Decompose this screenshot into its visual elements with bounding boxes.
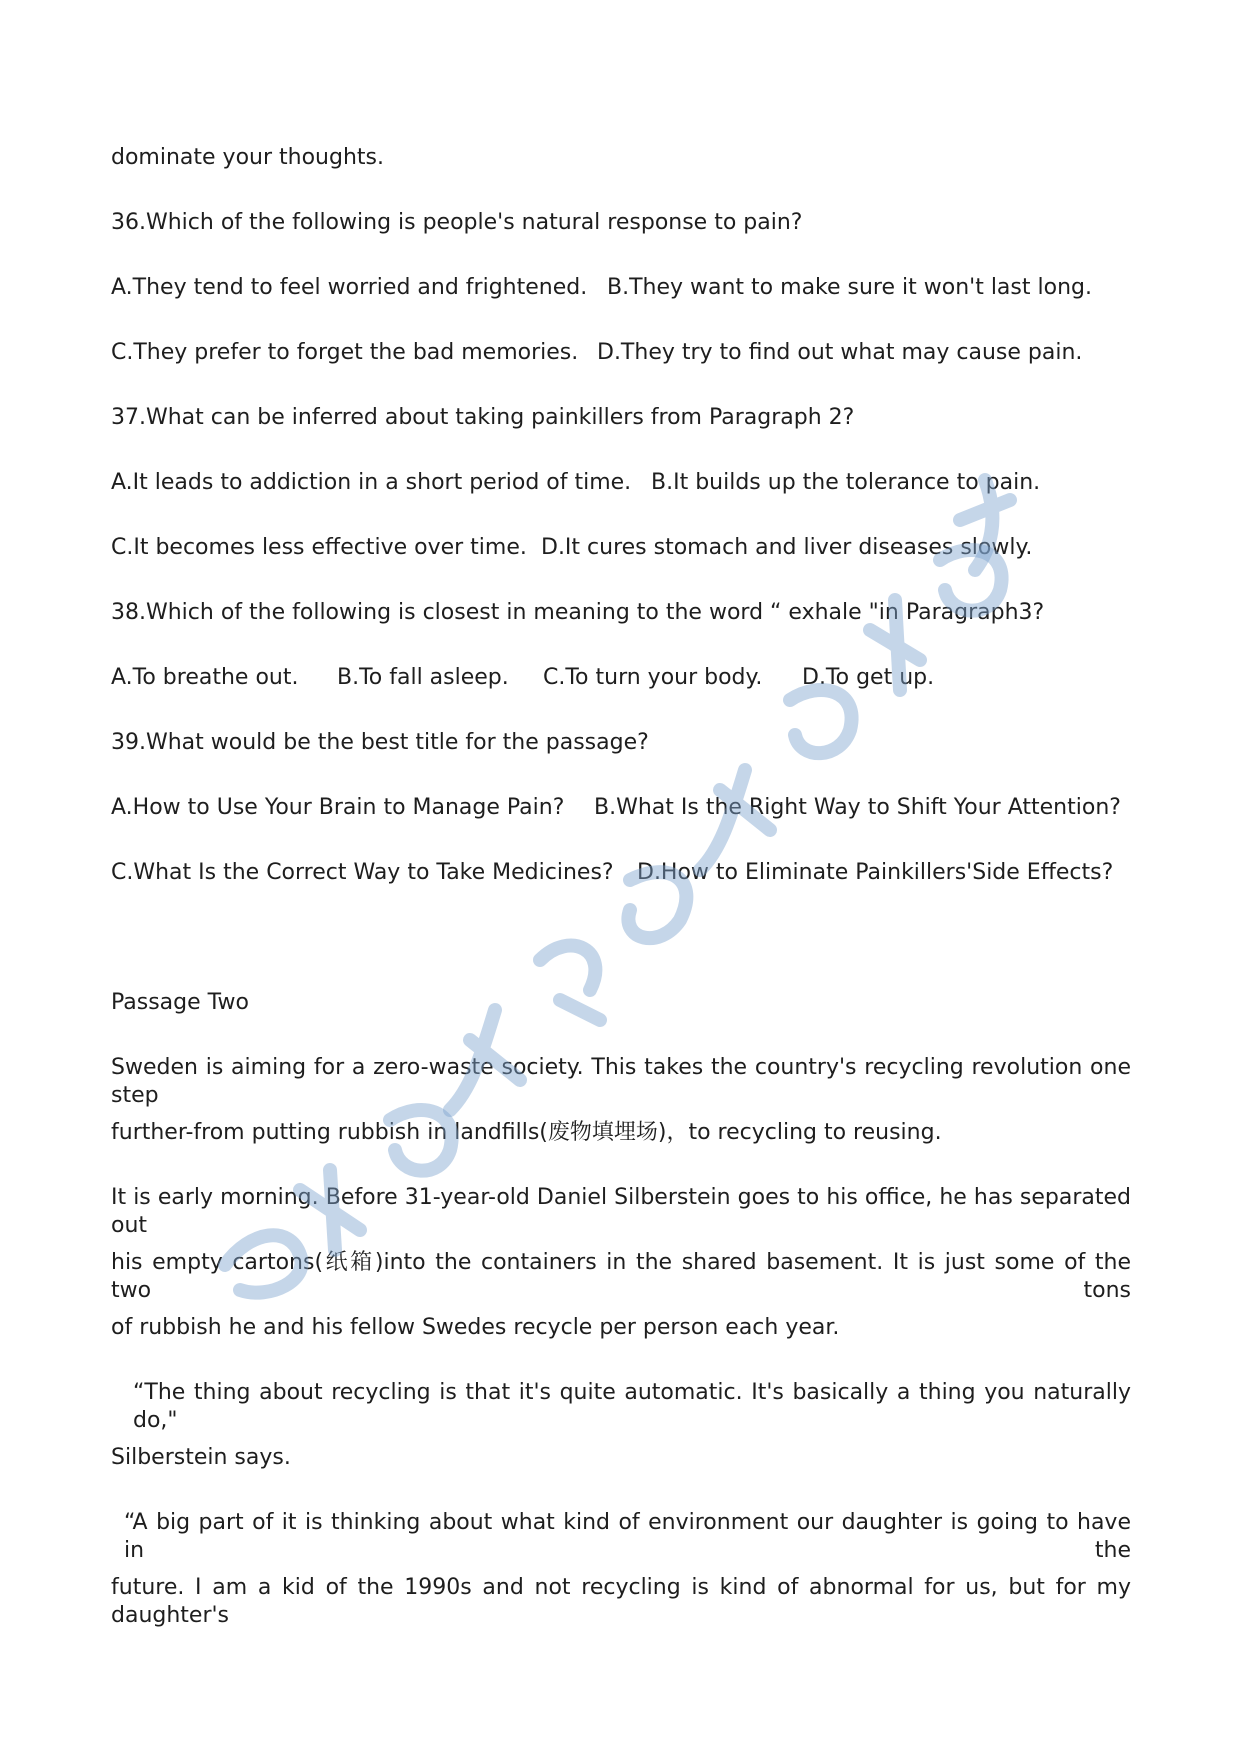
option-37-b: B.It builds up the tolerance to pain. [651,470,1041,495]
option-37-a: A.It leads to addiction in a short period of time. [111,470,632,495]
paragraph-line: “The thing about recycling is that it's quite automatic. It's basically a thing you naturally do," [133,1380,1131,1433]
option-39-c: C.What Is the Correct Way to Take Medicines? [111,860,614,885]
option-39-d: D.How to Eliminate Painkillers'Side Effects? [637,860,1114,885]
option-37-d: D.It cures stomach and liver diseases slowly. [541,535,1033,560]
option-37-c: C.It becomes less effective over time. [111,535,527,560]
option-38-c: C.To turn your body. [543,665,763,690]
option-38-a: A.To breathe out. [111,665,299,690]
option-38-b: B.To fall asleep. [337,665,509,690]
paragraph-line: Silberstein says. [111,1445,291,1470]
paragraph-line: “A big part of it is thinking about what kind of environment our daughter is going to have in the [124,1510,1131,1563]
paragraph-line: future. I am a kid of the 1990s and not recycling is kind of abnormal for us, but for my daughter's [111,1575,1131,1628]
option-36-c: C.They prefer to forget the bad memories. [111,340,579,365]
option-36-d: D.They try to find out what may cause pain. [597,340,1083,365]
question-39: 39.What would be the best title for the passage? [111,730,649,755]
paragraph-line: Sweden is aiming for a zero-waste society. This takes the country's recycling revolution one step [111,1055,1131,1108]
option-39-a: A.How to Use Your Brain to Manage Pain? [111,795,565,820]
text-line: dominate your thoughts. [111,145,384,170]
question-37: 37.What can be inferred about taking painkillers from Paragraph 2? [111,405,855,430]
question-36: 36.Which of the following is people's natural response to pain? [111,210,803,235]
question-38: 38.Which of the following is closest in meaning to the word “ exhale "in Paragraph3? [111,600,1045,625]
passage-title: Passage Two [111,990,249,1015]
paragraph-line: It is early morning. Before 31-year-old Daniel Silberstein goes to his office, he has separated out [111,1185,1131,1238]
paragraph-line: his empty cartons(纸箱)into the containers in the shared basement. It is just some of the two tons [111,1250,1131,1303]
option-38-d: D.To get up. [802,665,935,690]
option-39-b: B.What Is the Right Way to Shift Your Attention? [594,795,1121,820]
option-36-a: A.They tend to feel worried and frightened. [111,275,588,300]
option-36-b: B.They want to make sure it won't last long. [607,275,1092,300]
paragraph-line: further-from putting rubbish in landfills(废物填埋场)，to recycling to reusing. [111,1120,942,1145]
paragraph-line: of rubbish he and his fellow Swedes recycle per person each year. [111,1315,840,1340]
